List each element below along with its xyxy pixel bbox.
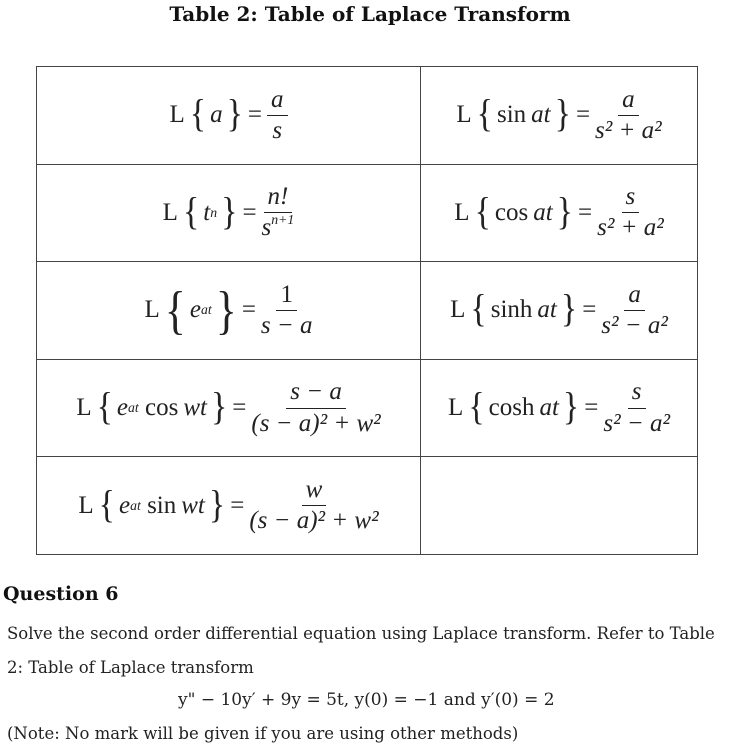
laplace-table xyxy=(36,66,698,555)
transform-formula: L { sinh at } = $\frac{a}{\text{s² − a²}}$ xyxy=(450,280,668,339)
question-text-line-2: 2: Table of Laplace transform xyxy=(7,658,254,677)
question-text-line-1: Solve the second order differential equation using Laplace transform. Refer to Table xyxy=(7,624,715,643)
question-title: Question 6 xyxy=(3,583,119,605)
transform-formula: L { a } = $\frac{a}{s}$ xyxy=(169,87,287,145)
empty-table-cell xyxy=(421,457,698,555)
transform-formula: L { cos at } = $\frac{s}{\text{s² + a²}}$ xyxy=(454,183,664,242)
table-row xyxy=(37,359,698,457)
transform-formula: L { t n } = $\frac{n!}{s^{n+1}}$ xyxy=(162,183,295,242)
transform-formula: L { e at cos wt } = $\frac{s - a}{\text{(s − a)² + w²}}$ xyxy=(76,378,381,437)
table-cell xyxy=(421,164,698,262)
table-cell xyxy=(37,457,421,555)
differential-equation: y" − 10y′ + 9y = 5t, y(0) = −1 and y′(0) = 2 xyxy=(178,690,555,710)
table-cell xyxy=(421,67,698,165)
transform-formula: L { cosh at } = $\frac{s}{\text{s² − a²}}$ xyxy=(448,378,670,437)
question-note: (Note: No mark will be given if you are using other methods) xyxy=(7,724,519,743)
table-cell xyxy=(37,67,421,165)
table-cell xyxy=(37,262,421,360)
table-row xyxy=(37,457,698,555)
table-title: Table 2: Table of Laplace Transform xyxy=(169,2,571,26)
table-cell xyxy=(37,359,421,457)
table-cell xyxy=(37,164,421,262)
table-row xyxy=(37,67,698,165)
table-row xyxy=(37,262,698,360)
transform-formula: L { e at } = $\frac{1}{s - a}$ xyxy=(144,280,313,340)
table-cell xyxy=(421,359,698,457)
table-cell xyxy=(421,262,698,360)
transform-formula: L { e at sin wt } = $\frac{w}{\text{(s − a)² + w²}}$ xyxy=(78,475,379,535)
table-row xyxy=(37,164,698,262)
transform-formula: L { sin at } = $\frac{a}{\text{s² + a²}}$ xyxy=(456,85,662,144)
